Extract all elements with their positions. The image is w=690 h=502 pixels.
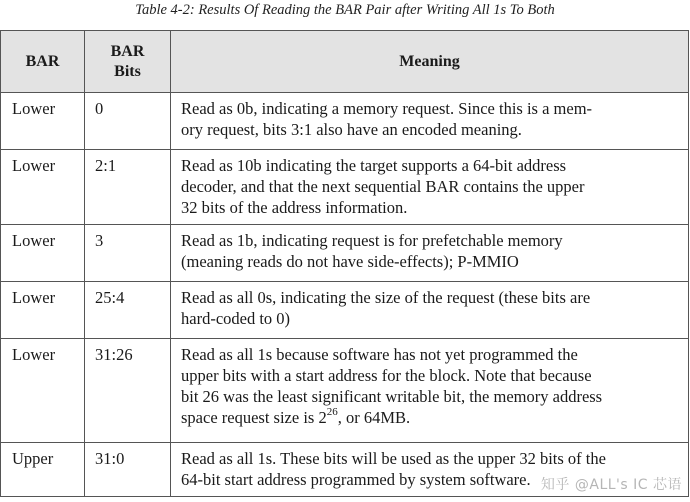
cell-bar: Lower — [1, 150, 85, 225]
size-text-suffix: , or 64MB. — [337, 408, 411, 427]
size-exponent: 26 — [326, 405, 338, 418]
meaning-line: Read as all 1s. These bits will be used as the upper 32 bits of the — [181, 449, 606, 468]
meaning-line: Read as 10b indicating the target supports a 64-bit address — [181, 156, 567, 175]
cell-bar: Lower — [1, 282, 85, 339]
table-row — [1, 225, 689, 282]
header-bar-bits — [85, 31, 171, 93]
table-row — [1, 150, 689, 225]
cell-bar: Lower — [1, 93, 85, 150]
size-text-prefix: space request size is 2 — [181, 408, 327, 427]
table-header-row — [1, 31, 689, 93]
header-bits-line1: BAR — [110, 42, 145, 60]
table-row — [1, 282, 689, 339]
meaning-line: upper bits with a start address for the block. Note that because — [181, 366, 592, 385]
cell-bits: 31:0 — [85, 443, 171, 497]
meaning-line: 64-bit start address programmed by system software. — [181, 470, 531, 489]
cell-bar: Upper — [1, 443, 85, 497]
cell-bits: 0 — [85, 93, 171, 150]
cell-bits: 31:26 — [85, 339, 171, 443]
cell-bar: Lower — [1, 339, 85, 443]
meaning-line: (meaning reads do not have side-effects); P-MMIO — [181, 252, 519, 271]
cell-bits: 2:1 — [85, 150, 171, 225]
bar-results-table — [0, 30, 689, 497]
table-row — [1, 339, 689, 443]
meaning-line: Read as all 1s because software has not yet programmed the — [181, 345, 578, 364]
header-bar: BAR — [1, 31, 85, 93]
cell-meaning — [171, 225, 689, 282]
header-meaning: Meaning — [171, 31, 689, 93]
cell-bits: 25:4 — [85, 282, 171, 339]
meaning-line: ory request, bits 3:1 also have an encoded meaning. — [181, 120, 522, 139]
meaning-line: Read as 0b, indicating a memory request. Since this is a mem- — [181, 99, 593, 118]
header-bits-line2: Bits — [114, 62, 141, 80]
meaning-line: hard-coded to 0) — [181, 309, 291, 328]
meaning-line: bit 26 was the least significant writable bit, the memory address — [181, 387, 603, 406]
cell-meaning — [171, 339, 689, 443]
meaning-line-size — [181, 407, 678, 428]
meaning-line: 32 bits of the address information. — [181, 198, 408, 217]
table-caption: Table 4-2: Results Of Reading the BAR Pair after Writing All 1s To Both — [135, 2, 555, 18]
meaning-line: Read as all 0s, indicating the size of the request (these bits are — [181, 288, 591, 307]
cell-meaning — [171, 93, 689, 150]
watermark: 知乎 @ALL's IC 芯语 — [540, 477, 682, 493]
cell-meaning — [171, 150, 689, 225]
table-row — [1, 93, 689, 150]
meaning-line: decoder, and that the next sequential BAR contains the upper — [181, 177, 585, 196]
cell-bar: Lower — [1, 225, 85, 282]
cell-bits: 3 — [85, 225, 171, 282]
meaning-line: Read as 1b, indicating request is for prefetchable memory — [181, 231, 563, 250]
cell-meaning — [171, 282, 689, 339]
